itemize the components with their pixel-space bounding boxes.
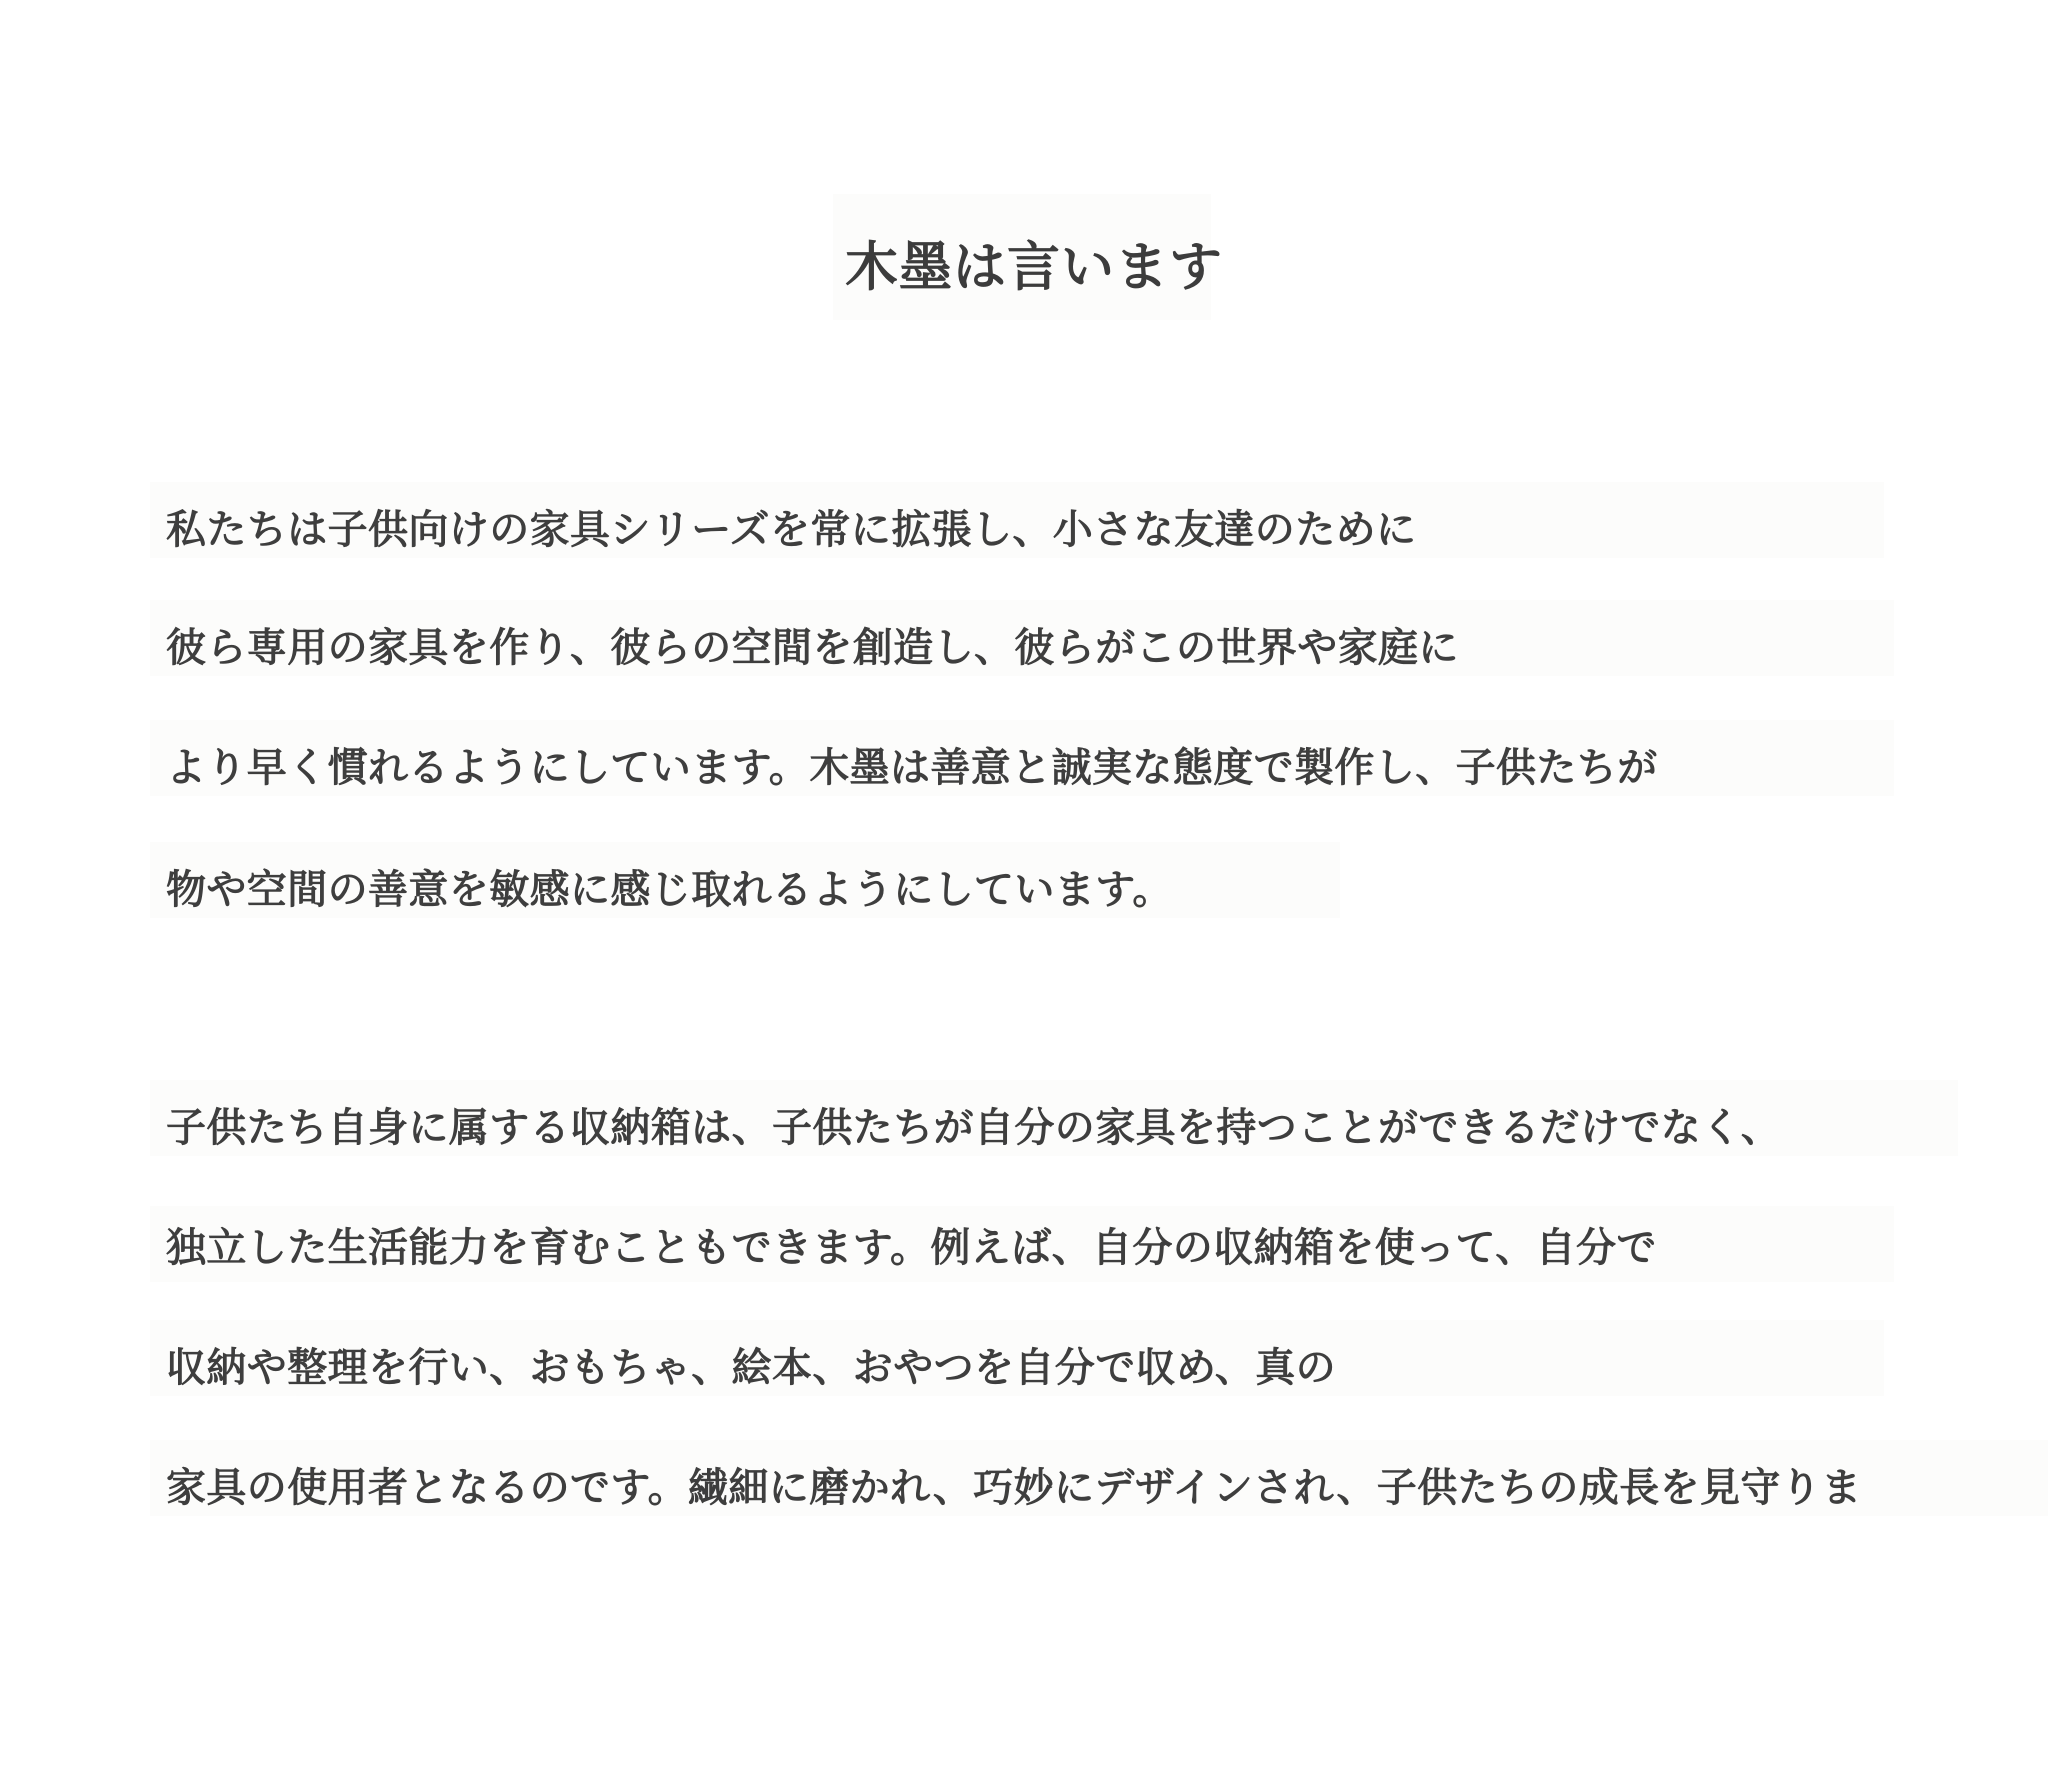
page-title: 木墨は言います <box>845 237 1223 298</box>
paragraph-line: 収納や整理を行い、おもちゃ、絵本、おやつを自分で収め、真の <box>166 1345 1336 1391</box>
paragraph-line: より早く慣れるようにしています。木墨は善意と誠実な態度で製作し、子供たちが <box>166 745 1658 791</box>
paragraph-line: 独立した生活能力を育むこともできます。例えば、自分の収納箱を使って、自分で <box>166 1225 1657 1271</box>
paragraph-line: 彼ら専用の家具を作り、彼らの空間を創造し、彼らがこの世界や家庭に <box>166 625 1459 671</box>
paragraph-line: 物や空間の善意を敏感に感じ取れるようにしています。 <box>166 867 1173 913</box>
paragraph-line: 子供たち自身に属する収納箱は、子供たちが自分の家具を持つことができるだけでなく、 <box>166 1105 1782 1151</box>
paragraph-line: 家具の使用者となるのです。繊細に磨かれ、巧妙にデザインされ、子供たちの成長を見守りま <box>166 1465 1862 1511</box>
paragraph-line: 私たちは子供向けの家具シリーズを常に拡張し、小さな友達のために <box>166 507 1417 553</box>
